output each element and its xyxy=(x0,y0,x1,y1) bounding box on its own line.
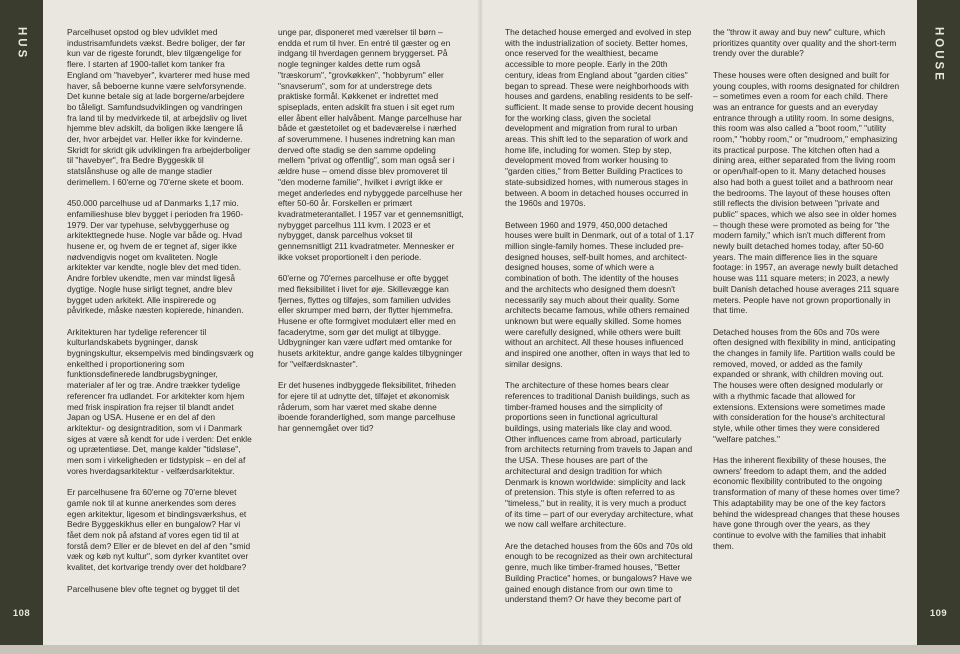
paragraph: Has the inherent flexibility of these houses, the owners' freedom to adapt them, and the added economic flexibility contributed to the ongoing transformation of many of these homes over time? This adaptability may be one of the key factors behind the widespread changes that these houses have gone through over the years, as they continue to evolve with the families that inhabit them. xyxy=(713,455,900,551)
right-page-column-2 xyxy=(713,27,900,562)
paragraph: Parcelhusene blev ofte tegnet og bygget til det xyxy=(67,583,240,594)
paragraph: Er det husenes indbyggede fleksibilitet, friheden for ejere til at udnytte det, tilføjet et økonomisk råderum, som har været med skabe denne iboende foranderlighed, som mange parcelhuse har gennemgået over tid? xyxy=(278,380,456,433)
right-sidebar xyxy=(917,0,960,645)
right-page-number: 109 xyxy=(929,608,948,619)
paragraph: The detached house emerged and evolved in step with the industrialization of society. Better homes, once reserved for the wealthiest, became accessible to more people. Early in the 20th century, ideas from England about "garden cities" began to spread. These were neighborhoods with houses and gardens, enabling residents to be self-sufficient. It made sense to provide decent housing for the working class, given the societal development and migration from rural to urban areas. This shift led to the separation of work and home life, including for women. Step by step, development moved from worker housing to "garden cities," from Better Building Practices to state-subsidized homes, with numerous stages in between. A boom in detached houses occurred in the 1960s and 1970s. xyxy=(505,27,694,209)
paragraph: These houses were often designed and built for young couples, with rooms designated for children – sometimes even a room for each child. There was an entrance for guests and an everyday entrance through a utility room. In some designs, this room was also called a "boot room," "utility room," "hobby room," or "mudroom," emphasizing its practical purpose. The kitchen often had a dining area, either separated from the living room or open/half-open to it. Many detached houses also had both a guest toilet and a bathroom near the bedrooms. The layout of these houses often still reflects the division between "private and public" spaces, which we also see in older homes – though these were promoted as being for "the modern family," which isn't much different from newly built detached homes today, after 50-60 years. The main difference lies in the square footage: in 1957, an average newly built detached house was 111 square meters; in 2023, a newly built Danish detached house averages 211 square meters. People have not grown proportionally in that time. xyxy=(713,69,900,316)
left-page-column-2 xyxy=(278,27,465,444)
paragraph: Arkitekturen har tydelige referencer til kulturlandskabets bygninger, dansk bygningskultur, eksempelvis med bindingsværk og enkelthed i proportionering som funktionsdefinerede landbrugsbygninger, materialer af ler og træ. Andre trækker tydelige referencer fra udlandet. For arkitekter kom hjem med frisk inspiration fra rejser til blandt andet Japan og USA. Husene er en del af den arkitektur- og designtradition, som vi i Danmark siges at være så kendt for ude i verden: Det enkle og uprætentiøse. Det, mange kalder "tidsløse", men som i virkeligheden er tidstypisk – en del af vores hverdagsarkitektur - velfærdsarkitektur. xyxy=(67,326,254,476)
paragraph: Are the detached houses from the 60s and 70s old enough to be recognized as their own architectural genre, much like timber-framed houses, "Better Building Practice" homes, or bungalows? Have we gained enough distance from our own time to understand them? Or have they become part of xyxy=(505,540,693,605)
paragraph: 60'erne og 70'ernes parcelhuse er ofte bygget med fleksibilitet i livet for øje. Skillevægge kan fjernes, flyttes og tilføjes, som familien udvides eller skrumper med børn, der flytter hjemmefra. Husene er ofte formgivet modulært eller med en facaderytme, som gør det muligt at tilbygge. Udbygninger kan være udført med omtanke for husets arkitektur, andre gange kaldes tilbygninger for "velfærdsknaster". xyxy=(278,273,463,369)
left-page-column-1 xyxy=(67,27,254,605)
left-page-number: 108 xyxy=(12,608,31,619)
paragraph: Parcelhuset opstod og blev udviklet med industrisamfundets vækst. Bedre boliger, der før kun var de rigeste forundt, blev tilgængelige for flere. I starten af 1900-tallet kom tanker fra England om "havebyer", kvarterer med huse med haver, så beboerne kunne være selvforsynende. Det kunne betale sig at lade borgerne/arbejdere bo tåleligt. Samfundsudviklingen og vandringen fra land til by medvirkede til, at arbejdsliv og livet hjemme blev adskilt, da boligen ikke længere lå der, hvor arbejdet var. Heller ikke for kvinderne. Skridt for skridt gik udviklingen fra arbejderboliger til "havebyer", fra Bedre Byggeskik til statslånshuse og alle de mange stadier derimellem. I 60'erne og 70'erne skete et boom. xyxy=(67,27,251,187)
left-sidebar xyxy=(0,0,43,645)
paragraph: The architecture of these homes bears clear references to traditional Danish buildings, such as timber-framed houses and the simplicity of proportions seen in functional agricultural buildings, using materials like clay and wood. Other influences came from abroad, particularly from architects returning from travels to Japan and the USA. These houses are part of the architectural and design tradition for which Denmark is known worldwide: simplicity and lack of pretension. This style is often referred to as "timeless," but in reality, it is very much a product of its time – part of our everyday architecture, what we now call welfare architecture. xyxy=(505,380,694,530)
right-chapter-tab: HOUSE xyxy=(932,27,945,83)
paragraph: the "throw it away and buy new" culture, which prioritizes quantity over quality and the short-term trendy over the durable? xyxy=(713,27,897,59)
page-edge-strip xyxy=(0,645,960,654)
left-chapter-tab: HUS xyxy=(15,27,28,61)
paragraph: Er parcelhusene fra 60'erne og 70'erne blevet gamle nok til at kunne anerkendes som deres egen arkitektur, ligesom et bindingsværkshus, et Bedre Byggeskikhus eller en bungalow? Har vi fået dem nok på afstand af vores egen tid til at forstå dem? Eller er de blevet en del af den "smid væk og køb nyt kultur", som dyrker kvantitet over kvalitet, det kortvarige trendy over det holdbare? xyxy=(67,487,251,573)
paragraph: Between 1960 and 1979, 450,000 detached houses were built in Denmark, out of a total of 1.17 million single-family homes. These included pre-designed houses, self-built homes, and architect-designed houses, some of which were a combination of both. The identity of the houses and the architects who designed them doesn't necessarily say much about their quality. Some architects became famous, while others remained unknown but were equally skilled. Some homes were carefully designed, while others were built without an architect. All these houses influenced and inspired one another, often in ways that led to similar designs. xyxy=(505,219,695,369)
right-page-column-1 xyxy=(505,27,694,616)
paragraph: unge par, disponeret med værelser til børn – endda et rum til hver. En entré til gæster og en indgang til hverdagen gennem bryggerset. På nogle tegninger kaldes dette rum også "træskorum", "grovkøkken", "hobbyrum" eller "snavserum", som for at understrege dets praktiske formål. Køkkenet er indrettet med spiseplads, enten adskilt fra stuen i sit eget rum eller åbent eller halvåbent. Mange parcelhuse har både et gæstetoilet og et badeværelse i nærhed af soverummene. I husenes indretning kan man derved ofte stadig se den samme opdeling mellem "privat og offentlig", som man også ser i ældre huse – omend disse blev promoveret til "den moderne familie", hvilket i øvrigt ikke er meget anderledes end nybyggede parcelhuse her efter 50-60 år. Forskellen er primært kvadratmeterantallet. I 1957 var et gennemsnitligt, nybygget parcelhus 111 kvm. I 2023 er et nybygget, dansk parcelhus vokset til gennemsnitligt 211 kvadratmeter. Mennesker er ikke vokset proportionelt i den periode. xyxy=(278,27,464,262)
paragraph: Detached houses from the 60s and 70s were often designed with flexibility in mind, anticipating the changes in family life. Partition walls could be removed, moved, or added as the family expanded or shrank, with children moving out. The houses were often designed modularly or with a rhythmic facade that allowed for extensions. Extensions were sometimes made with consideration for the house's architectural style, while other times they were considered "welfare patches." xyxy=(713,326,896,444)
paragraph: 450.000 parcelhuse ud af Danmarks 1,17 mio. enfamilieshuse blev bygget i perioden fra 1960-1979. Der var typehuse, selvbyggerhuse og arkitekttegnede huse. Nogle var både og. Hvad husene er, og hvem de er tegnet af, siger ikke nødvendigvis noget om kvaliteten. Nogle arkitekter var kendte, nogle blev det med tiden. Andre forblev ukendte, men var mindst ligeså dygtige. Nogle huse sirligt tegnet, andre blev bygget uden arkitekt. Alle inspirerede og påvirkede, måske næsten kopierede, hinanden. xyxy=(67,198,244,316)
page-spine-divider xyxy=(477,0,483,654)
